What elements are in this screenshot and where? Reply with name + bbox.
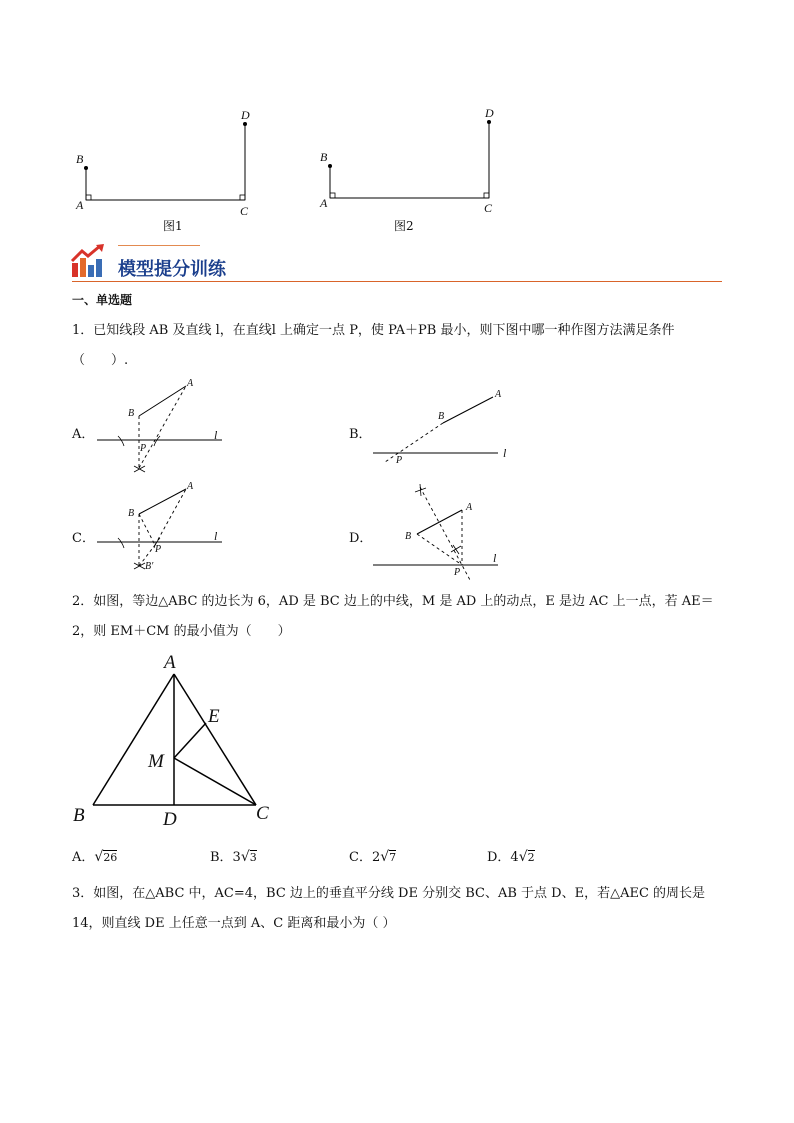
sqrt-icon: √ [518, 849, 528, 865]
q1A-label-P: P [140, 443, 147, 454]
sqrt-icon: √ [380, 849, 390, 865]
q2-option-B-label: B．3 [210, 850, 241, 865]
q1B-label-A: A [495, 389, 502, 400]
q1C-label-l: l [214, 529, 218, 543]
q2-label-E: E [208, 706, 220, 727]
fig1-label-B: B [76, 152, 84, 166]
q3-stem-line1: 3．如图，在△ABC 中，AC=4，BC 边上的垂直平分线 DE 分别交 BC、AB 于点 D、E，若△AEC 的周长是 [72, 886, 706, 901]
q2-label-B: B [73, 805, 85, 826]
q2-option-D[interactable] [487, 846, 535, 865]
fig2-label-C: C [484, 201, 493, 215]
fig2-label-A: A [320, 196, 328, 210]
fig1-label-C: C [240, 204, 249, 218]
q1-stem-line1: 1．已知线段 AB 及直线 l，在直线l 上确定一点 P，使 PA＋PB 最小，则下图中哪一种作图方法满足条件 [72, 323, 675, 338]
q2-option-A-radicand: 26 [103, 851, 118, 864]
q1D-label-B: B [405, 531, 412, 542]
q1B-label-P: P [396, 455, 403, 466]
q2-stem-line1: 2．如图，等边△ABC 的边长为 6，AD 是 BC 边上的中线，M 是 AD 上的动点，E 是边 AC 上一点，若 AE＝ [72, 594, 714, 609]
q1C-label-Bprime: B′ [145, 561, 154, 572]
section-title: 模型提分训练 [118, 259, 226, 280]
q1A-label-A: A [187, 378, 194, 389]
fig1-caption: 图1 [163, 219, 183, 233]
q1D-label-l: l [493, 551, 497, 565]
sqrt-icon: √ [240, 849, 250, 865]
fig2-label-B: B [320, 150, 328, 164]
q1-option-B-label[interactable]: B． [349, 427, 372, 442]
q1-stem-line2: （ ）. [72, 353, 129, 368]
q2-label-D: D [163, 809, 177, 830]
q2-label-M: M [148, 751, 164, 772]
q2-option-B-radicand: 3 [249, 851, 257, 864]
q3-stem-line2: 14，则直线 DE 上任意一点到 A、C 距离和最小为（ ） [72, 916, 396, 931]
q2-label-C: C [256, 803, 269, 824]
q2-option-B[interactable] [210, 846, 257, 865]
fig2-label-D: D [485, 106, 494, 120]
q1C-label-A: A [187, 481, 194, 492]
q1A-label-l: l [214, 428, 218, 442]
part-heading: 一、单选题 [72, 293, 133, 307]
q1C-label-P: P [155, 544, 162, 555]
q1D-label-P: P [454, 567, 461, 578]
q2-option-C-radicand: 7 [389, 851, 397, 864]
q2-option-C-label: C．2 [349, 850, 381, 865]
q1D-label-A: A [466, 502, 473, 513]
q1C-label-B: B [128, 508, 135, 519]
q1B-label-B: B [438, 411, 445, 422]
q2-option-C[interactable] [349, 846, 396, 865]
q2-stem-line2: 2，则 EM＋CM 的最小值为（ ） [72, 624, 291, 639]
q2-option-D-radicand: 2 [527, 851, 535, 864]
q2-option-A[interactable] [72, 846, 117, 865]
fig1-label-D: D [241, 108, 250, 122]
sqrt-icon: √ [94, 849, 104, 865]
q2-option-D-label: D．4 [487, 850, 519, 865]
fig2-caption: 图2 [394, 219, 414, 233]
q2-label-A: A [164, 652, 176, 673]
q1-option-C-label[interactable]: C． [72, 531, 95, 546]
fig1-label-A: A [76, 198, 84, 212]
q1A-label-B: B [128, 408, 135, 419]
q1-option-A-label[interactable]: A． [72, 427, 95, 442]
q2-option-A-label: A． [72, 850, 95, 865]
q1B-label-l: l [503, 446, 507, 460]
q1-option-D-label[interactable]: D． [349, 531, 373, 546]
